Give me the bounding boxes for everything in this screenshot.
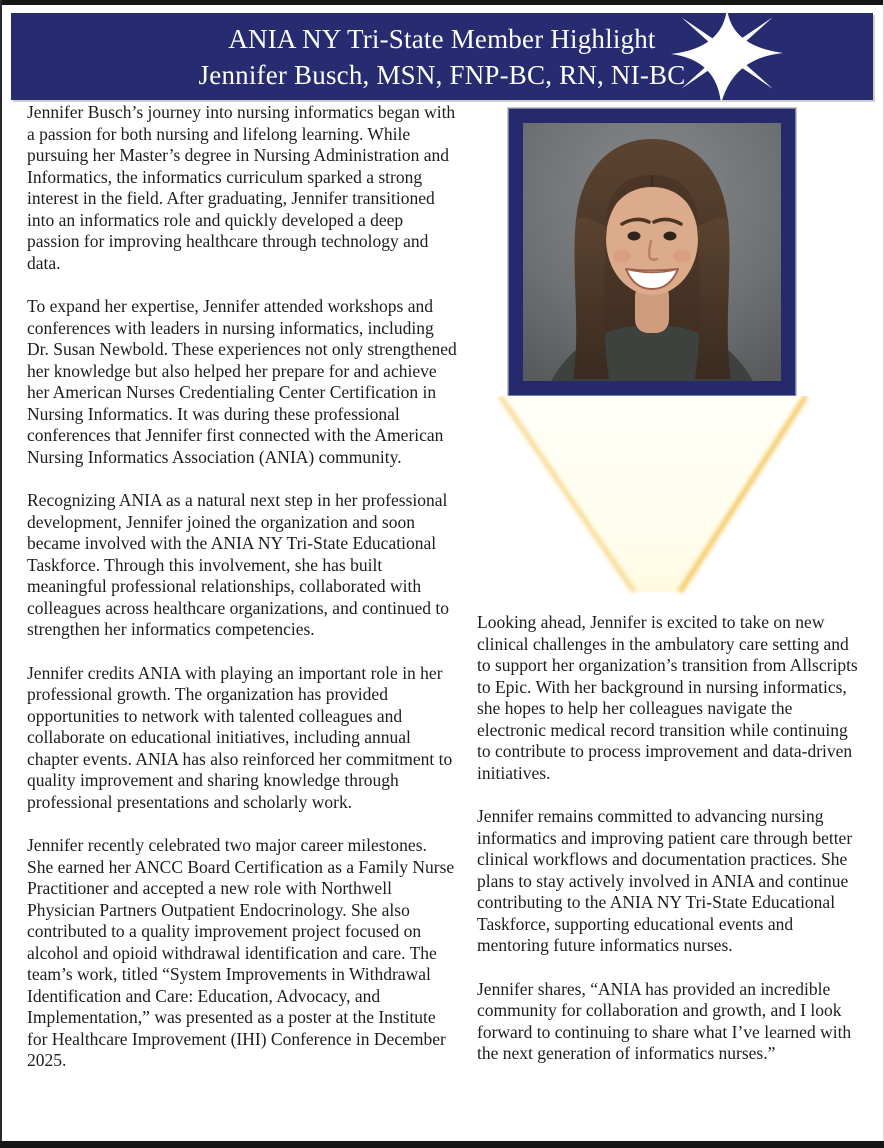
- member-portrait-photo: [523, 123, 781, 381]
- header-title-line1: ANIA NY Tri-State Member Highlight: [228, 23, 656, 54]
- right-column: [477, 612, 863, 1087]
- sparkle-star-icon: [655, 6, 805, 106]
- paragraph-commitment: Jennifer remains committed to advancing nursing informatics and improving patient care through better clinical workflows and documentation practices. She plans to stay actively involved in ANIA and continue contributing to the ANIA NY Tri-State Educational Taskforce, supporting educational events and mentoring future informatics nurses.: [477, 806, 853, 955]
- header-title-line2: Jennifer Busch, MSN, FNP-BC, RN, NI-BC: [198, 59, 686, 90]
- paragraph-quote: Jennifer shares, “ANIA has provided an incredible community for collaboration and growth, and I look forward to continuing to share what I’ve learned with the next generation of informatics nurses.”: [477, 978, 852, 1063]
- spotlight-beam: [494, 396, 812, 596]
- left-column: [27, 102, 457, 1094]
- paragraph-looking-ahead: Looking ahead, Jennifer is excited to take on new clinical challenges in the ambulatory care setting and to support her organization’s transition from Allscripts to Epic. With her background in nursing informatics, she hopes to help her colleagues navigate the electronic medical record transition while continuing to contribute to process improvement and data-driven initiatives.: [477, 612, 858, 783]
- paragraph-joining-ania: Recognizing ANIA as a natural next step in her professional development, Jennifer joined the organization and soon became involved with the ANIA NY Tri-State Educational Taskforce. Through this involvement, she has built meaningful professional relationships, collaborated with colleagues across healthcare organizations, and continued to strengthen her informatics competencies.: [27, 490, 449, 639]
- member-photo-frame: [507, 107, 797, 397]
- paragraph-journey: Jennifer Busch’s journey into nursing informatics began with a passion for both nursing and lifelong learning. While pursuing her Master’s degree in Nursing Administration and Informatics, the informatics curriculum sparked a strong interest in the field. After graduating, Jennifer transitioned into an informatics role and quickly developed a deep passion for improving healthcare through technology and data.: [27, 102, 456, 273]
- page-left-border: [0, 0, 2, 1148]
- paragraph-milestones: Jennifer recently celebrated two major career milestones. She earned her ANCC Board Certification as a Family Nurse Practitioner and accepted a new role with Northwell Physician Partners Outpatient Endocrinology. She also contributed to a quality improvement project focused on alcohol and opioid withdrawal identification and care. The team’s work, titled “System Improvements in Withdrawal Identification and Care: Education, Advocacy, and Implementation,” was presented as a poster at the Institute for Healthcare Improvement (IHI) Conference in December 2025.: [27, 835, 455, 1070]
- page-top-border: [0, 0, 884, 5]
- paragraph-ania-credits: Jennifer credits ANIA with playing an important role in her professional growth. The organization has provided opportunities to network with talented colleagues and collaborate on educational initiatives, including annual chapter events. ANIA has also reinforced her commitment to quality improvement and sharing knowledge through professional presentations and scholarly work.: [27, 662, 453, 812]
- page-bottom-border: [0, 1141, 884, 1148]
- paragraph-expertise: To expand her expertise, Jennifer attended workshops and conferences with leaders in nursing informatics, including Dr. Susan Newbold. These experiences not only strengthened her knowledge but also helped her prepare for and achieve her American Nurses Credentialing Center Certification in Nursing Informatics. It was during these professional conferences that Jennifer first connected with the American Nursing Informatics Association (ANIA) community.: [27, 296, 457, 467]
